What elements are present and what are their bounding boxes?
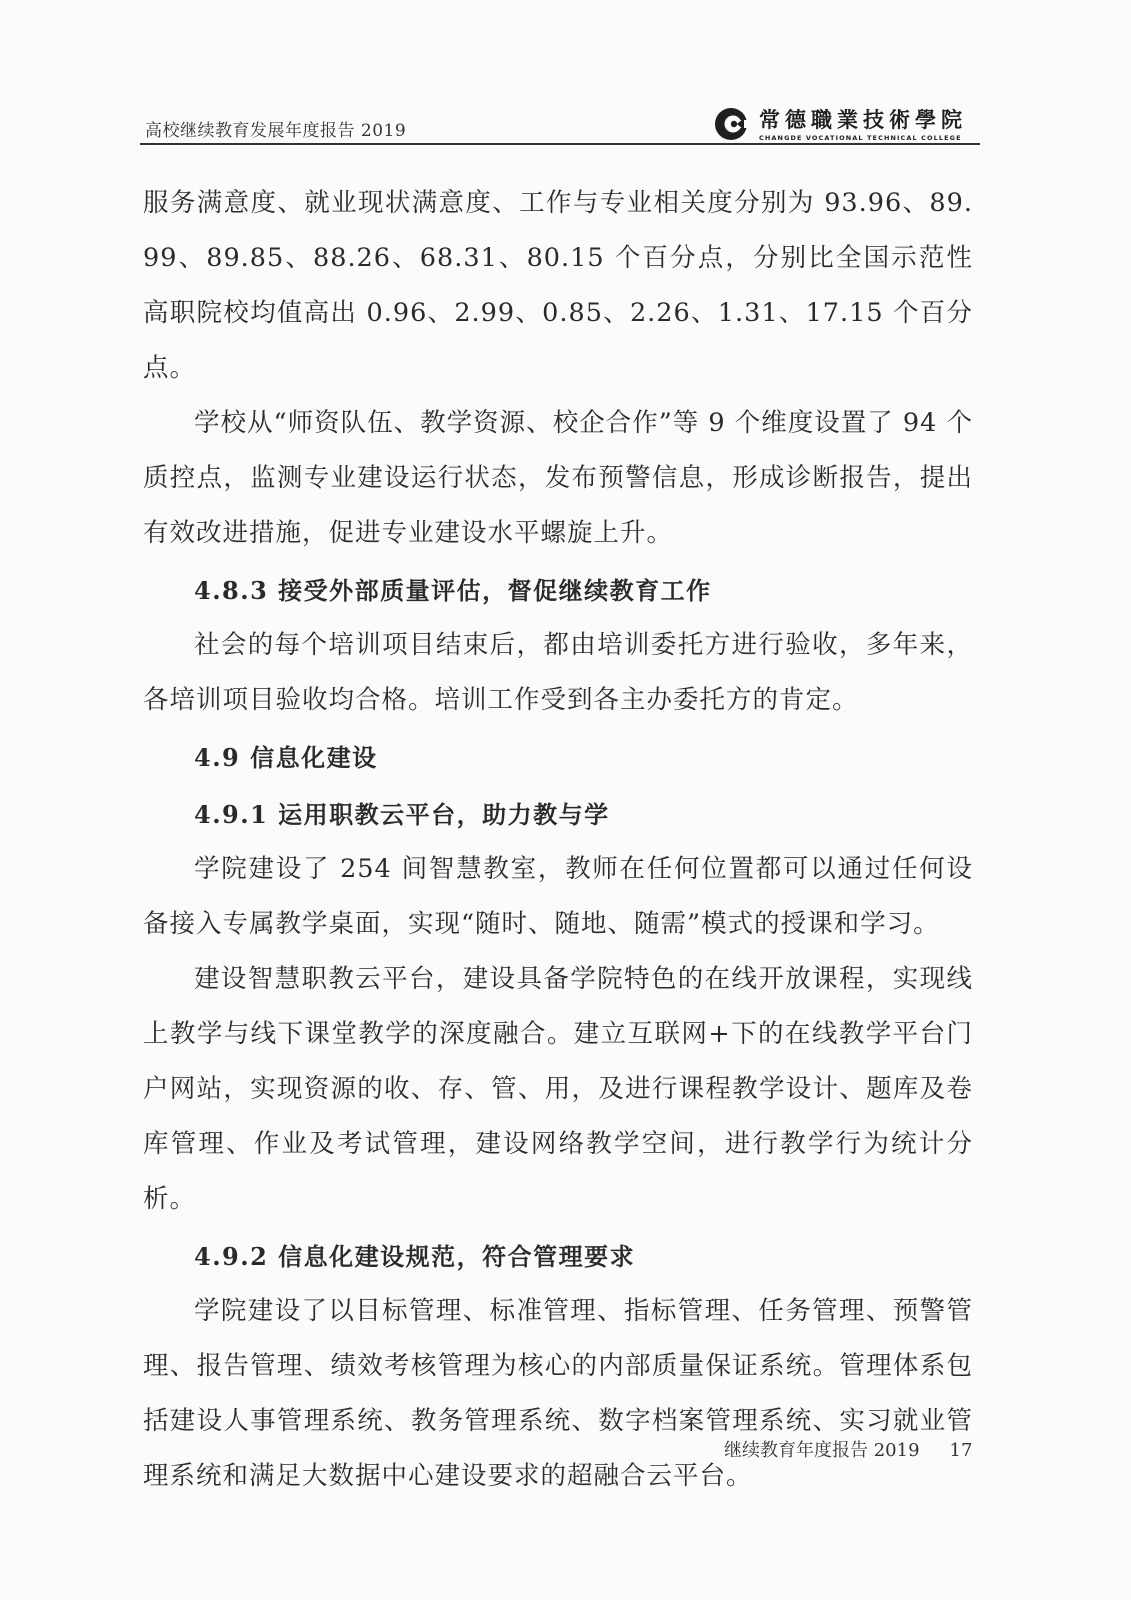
footer-label: 继续教育年度报告 2019: [724, 1440, 920, 1461]
college-name-en: CHANGDE VOCATIONAL TECHNICAL COLLEGE: [759, 134, 962, 142]
paragraph-training-acceptance: 社会的每个培训项目结束后，都由培训委托方进行验收，多年来，各培训项目验收均合格。培训工作受到各主办委托方的肯定。: [143, 630, 973, 715]
heading-4-8-3: 4.8.3 接受外部质量评估，督促继续教育工作: [194, 576, 712, 605]
heading-4-9: 4.9 信息化建设: [194, 743, 378, 772]
college-emblem-icon: [713, 106, 749, 142]
paragraph-quality-system: 学院建设了以目标管理、标准管理、指标管理、任务管理、预警管理、报告管理、绩效考核管理为核心的内部质量保证系统。管理体系包括建设人事管理系统、教务管理系统、数字档案管理系统、实习就业管理系统和满足大数据中心建设要求的超融合云平台。: [143, 1296, 973, 1491]
header-divider: [140, 143, 980, 145]
heading-4-9-2: 4.9.2 信息化建设规范，符合管理要求: [194, 1242, 636, 1271]
page-number: 17: [949, 1440, 973, 1461]
paragraph-quality-points: 学校从“师资队伍、教学资源、校企合作”等 9 个维度设置了 94 个质控点，监测专业建设运行状态，发布预警信息，形成诊断报告，提出有效改进措施，促进专业建设水平螺旋上升。: [143, 408, 973, 548]
paragraph-cloud-platform: 建设智慧职教云平台，建设具备学院特色的在线开放课程，实现线上教学与线下课堂教学的深度融合。建立互联网+下的在线教学平台门户网站，实现资源的收、存、管、用，及进行课程教学设计、题库及卷库管理、作业及考试管理，建设网络教学空间，进行教学行为统计分析。: [143, 964, 973, 1214]
college-logo: [713, 104, 978, 146]
paragraph-satisfaction: 服务满意度、就业现状满意度、工作与专业相关度分别为 93.96、89.99、89.85、88.26、68.31、80.15 个百分点，分别比全国示范性高职院校均值高出 0.96、2.99、0.85、2.26、1.31、17.15 个百分点。: [143, 188, 973, 383]
header-title: 高校继续教育发展年度报告 2019: [145, 121, 407, 141]
page-footer: [724, 1436, 972, 1462]
paragraph-smart-classrooms: 学院建设了 254 间智慧教室，教师在任何位置都可以通过任何设备接入专属教学桌面，实现“随时、随地、随需”模式的授课和学习。: [143, 854, 973, 939]
college-name-cn: 常德職業技術學院: [759, 107, 967, 132]
body-content: [143, 176, 973, 1504]
heading-4-9-1: 4.9.1 运用职教云平台，助力教与学: [194, 800, 610, 829]
